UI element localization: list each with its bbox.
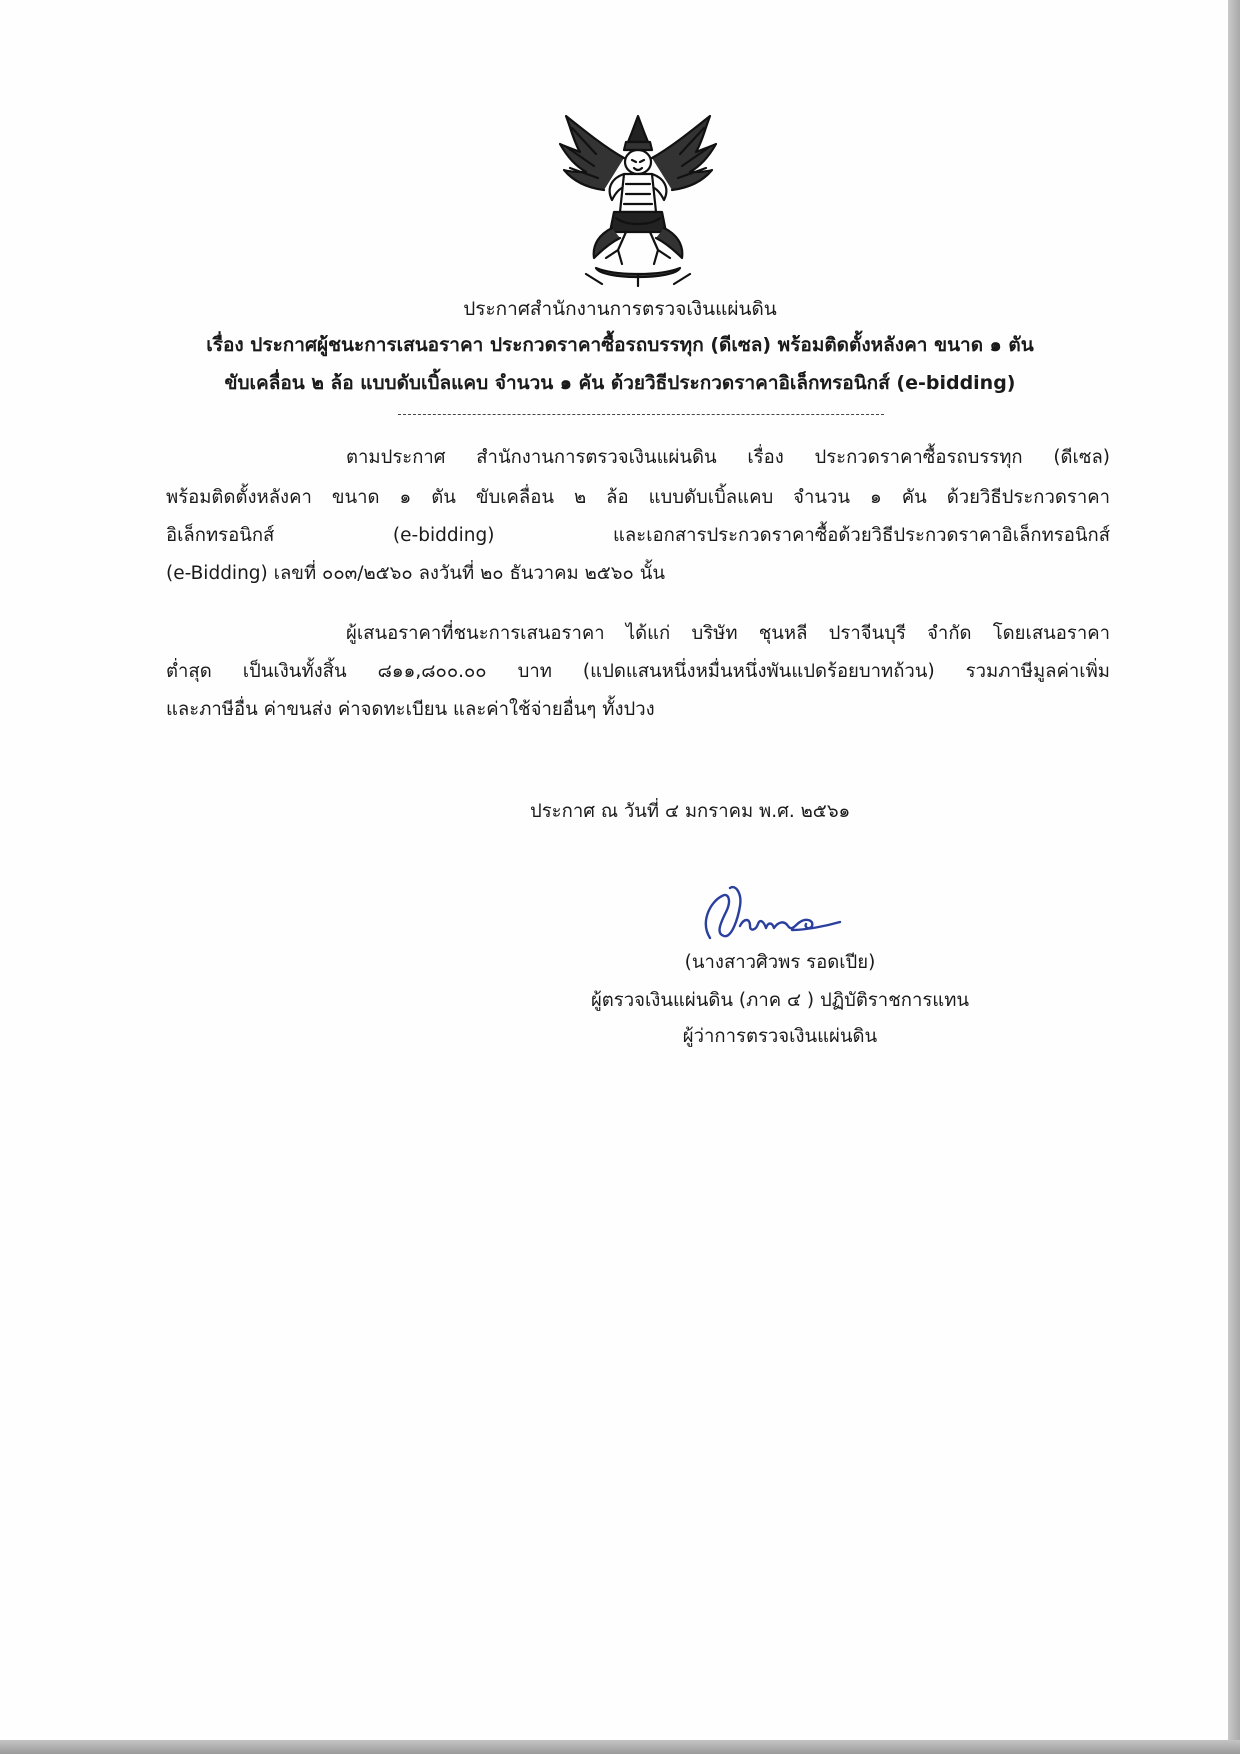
subject-line-1: เรื่อง ประกาศผู้ชนะการเสนอราคา ประกวดราคาซื้อรถบรรทุก (ดีเซล) พร้อมติดตั้งหลังคา ขนาด ๑ ตัน	[206, 334, 1034, 356]
signer-title: ผู้ตรวจเงินแผ่นดิน (ภาค ๔ ) ปฏิบัติราชการแทน	[590, 990, 970, 1011]
scan-edge-bottom	[0, 1740, 1240, 1754]
paragraph-2-line-2: ต่ำสุด เป็นเงินทั้งสิ้น ๘๑๑,๘๐๐.๐๐ บาท (แปดแสนหนึ่งหมื่นหนึ่งพันแปดร้อยบาทถ้วน) รวมภาษีมูลค่าเพิ่ม	[166, 661, 1110, 682]
dashed-divider	[398, 414, 884, 415]
paragraph-1-line-2: พร้อมติดตั้งหลังคา ขนาด ๑ ตัน ขับเคลื่อน ๒ ล้อ แบบดับเบิ้ลแคบ จำนวน ๑ คัน ด้วยวิธีประกวดราคา	[166, 487, 1110, 508]
paragraph-1-line-4: (e-Bidding) เลขที่ ๐๐๓/๒๕๖๐ ลงวันที่ ๒๐ ธันวาคม ๒๕๖๐ นั้น	[166, 563, 666, 584]
paragraph-2-line-3: และภาษีอื่น ค่าขนส่ง ค่าจดทะเบียน และค่าใช้จ่ายอื่นๆ ทั้งปวง	[166, 699, 655, 720]
paragraph-1-line-1: ตามประกาศ สำนักงานการตรวจเงินแผ่นดิน เรื่อง ประกวดราคาซื้อรถบรรทุก (ดีเซล)	[346, 447, 1110, 468]
paragraph-1-line-3: อิเล็กทรอนิกส์ (e-bidding) และเอกสารประกวดราคาซื้อด้วยวิธีประกวดราคาอิเล็กทรอนิกส์	[166, 525, 1110, 546]
scan-edge-right	[1228, 0, 1240, 1754]
announcement-heading: ประกาศสำนักงานการตรวจเงินแผ่นดิน	[463, 298, 777, 320]
subject-line-2: ขับเคลื่อน ๒ ล้อ แบบดับเบิ้ลแคบ จำนวน ๑ คัน ด้วยวิธีประกวดราคาอิเล็กทรอนิกส์ (e-bidding)	[224, 372, 1016, 394]
announcement-date: ประกาศ ณ วันที่ ๔ มกราคม พ.ศ. ๒๕๖๑	[530, 801, 851, 822]
signer-name: (นางสาวศิวพร รอดเปีย)	[684, 952, 876, 973]
signer-office: ผู้ว่าการตรวจเงินแผ่นดิน	[682, 1026, 878, 1047]
garuda-emblem-icon	[556, 108, 720, 288]
paragraph-2-line-1: ผู้เสนอราคาที่ชนะการเสนอราคา ได้แก่ บริษัท ชุนหลี ปราจีนบุรี จำกัด โดยเสนอราคา	[346, 623, 1110, 644]
handwritten-signature	[696, 878, 846, 948]
